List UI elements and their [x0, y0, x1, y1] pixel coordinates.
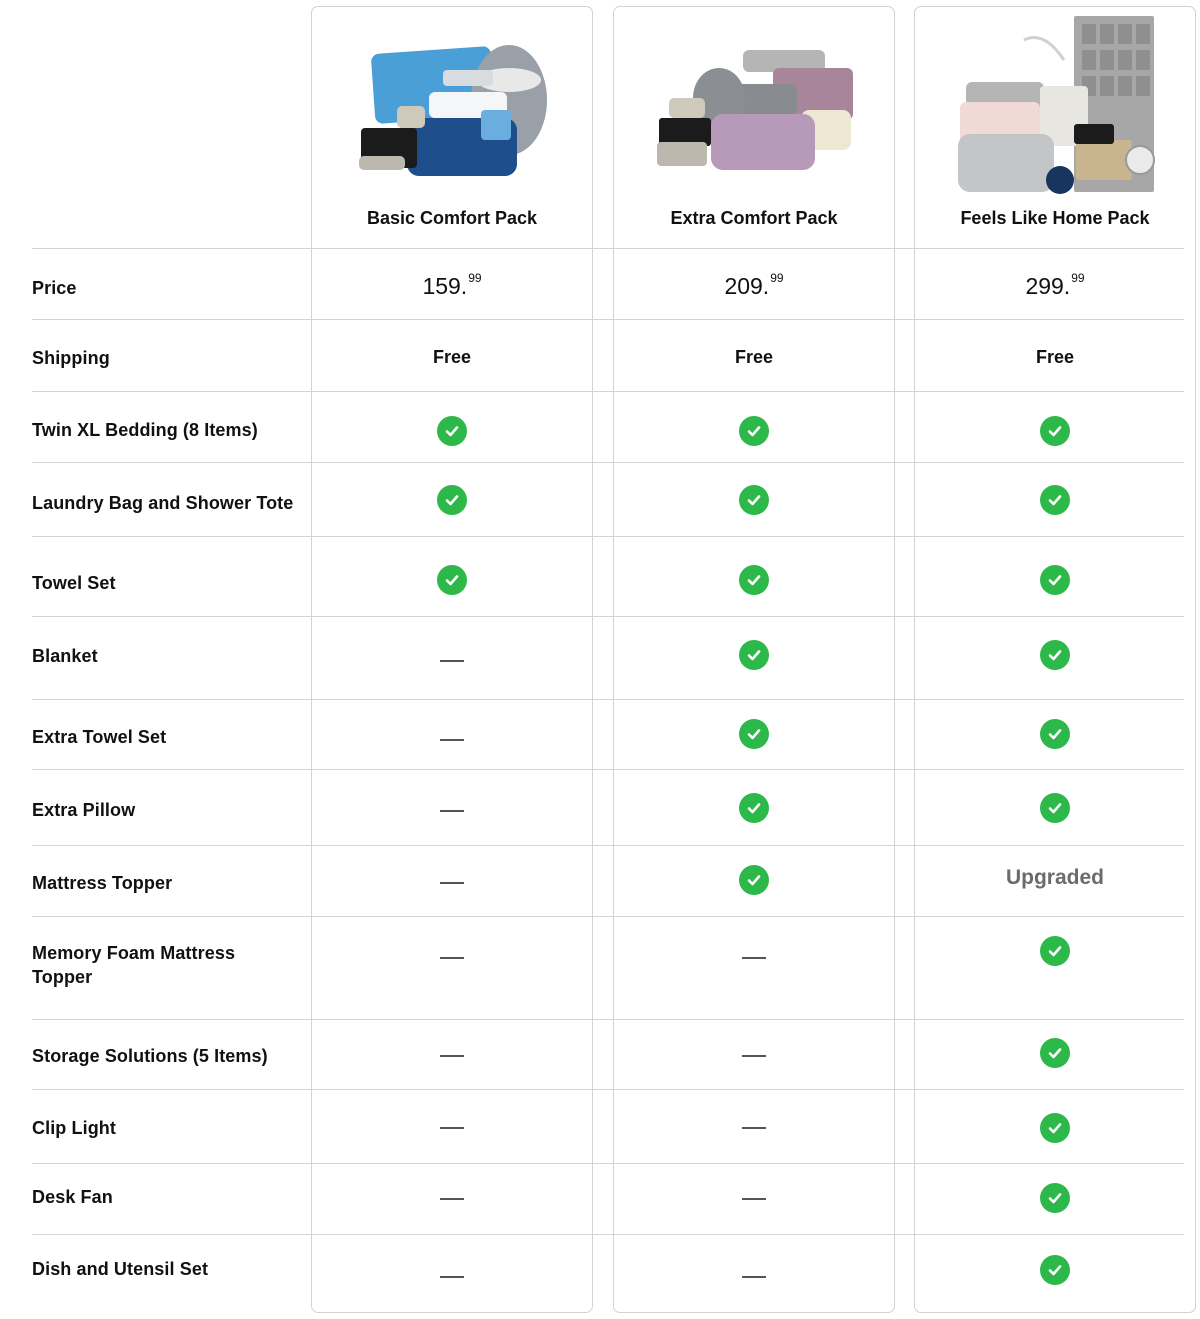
dash-icon [742, 1055, 766, 1057]
feature-cell [613, 719, 895, 749]
feature-cell [311, 646, 593, 676]
dash-icon [440, 882, 464, 884]
feature-cell [311, 725, 593, 755]
divider [32, 248, 1184, 249]
divider [32, 769, 1184, 770]
row-label-mattress-topper: Mattress Topper [32, 873, 173, 893]
row-label-blanket: Blanket [32, 646, 98, 666]
dash-icon [742, 957, 766, 959]
shipping-value: Free [734, 346, 774, 367]
row-label-clip-light: Clip Light [32, 1118, 116, 1138]
divider [32, 462, 1184, 463]
shipping-home [914, 342, 1196, 372]
feature-cell [613, 1041, 895, 1071]
dash-icon [742, 1127, 766, 1129]
dash-icon [440, 1127, 464, 1129]
shipping-value: Free [432, 346, 472, 367]
check-circle-icon [1040, 1038, 1070, 1068]
feature-cell [914, 416, 1196, 446]
dash-icon [742, 1276, 766, 1278]
price-extra [613, 268, 895, 304]
extra-pack-image [613, 10, 895, 200]
product-name-basic: Basic Comfort Pack [366, 208, 538, 228]
check-circle-icon [739, 865, 769, 895]
basic-pack-image [311, 10, 593, 200]
check-circle-icon [1040, 1113, 1070, 1143]
feature-cell [311, 565, 593, 595]
price-basic [311, 268, 593, 304]
feature-cell [914, 485, 1196, 515]
divider [32, 1163, 1184, 1164]
dash-icon [440, 739, 464, 741]
feature-cell [914, 936, 1196, 966]
feature-cell [613, 865, 895, 895]
row-label-memory-foam: Memory Foam Mattress Topper [32, 943, 236, 987]
feature-cell [613, 565, 895, 595]
shipping-basic [311, 342, 593, 372]
feature-cell [311, 485, 593, 515]
check-circle-icon [1040, 416, 1070, 446]
feature-cell [311, 1262, 593, 1292]
divider [32, 1234, 1184, 1235]
row-label-twin-xl: Twin XL Bedding (8 Items) [32, 420, 258, 440]
price-main: 209. [724, 272, 770, 299]
dash-icon [440, 957, 464, 959]
home-pack-image [914, 10, 1196, 200]
row-label-shipping: Shipping [32, 348, 110, 368]
check-circle-icon [1040, 565, 1070, 595]
divider [32, 699, 1184, 700]
shipping-extra [613, 342, 895, 372]
feature-cell [613, 640, 895, 670]
dash-icon [440, 810, 464, 812]
divider [32, 616, 1184, 617]
row-label-laundry: Laundry Bag and Shower Tote [32, 493, 294, 513]
row-label-dish-utensil: Dish and Utensil Set [32, 1259, 209, 1279]
check-circle-icon [437, 485, 467, 515]
feature-cell [311, 1041, 593, 1071]
check-circle-icon [739, 485, 769, 515]
check-circle-icon [1040, 936, 1070, 966]
feature-cell [613, 1262, 895, 1292]
divider [32, 1089, 1184, 1090]
dash-icon [742, 1198, 766, 1200]
check-circle-icon [739, 793, 769, 823]
feature-cell [613, 1184, 895, 1214]
divider [32, 845, 1184, 846]
row-label-storage: Storage Solutions (5 Items) [32, 1046, 268, 1066]
check-circle-icon [1040, 793, 1070, 823]
check-circle-icon [437, 565, 467, 595]
row-label-extra-pillow: Extra Pillow [32, 800, 136, 820]
feature-cell [613, 416, 895, 446]
price-cents: 99 [770, 270, 784, 285]
row-label-towel-set: Towel Set [32, 573, 116, 593]
row-label-desk-fan: Desk Fan [32, 1187, 113, 1207]
product-name-home: Feels Like Home Pack [960, 208, 1150, 228]
price-cents: 99 [468, 270, 482, 285]
feature-cell [311, 796, 593, 826]
divider [32, 916, 1184, 917]
price-main: 159. [422, 272, 468, 299]
check-circle-icon [1040, 640, 1070, 670]
check-circle-icon [437, 416, 467, 446]
feature-cell [613, 943, 895, 973]
row-label-price: Price [32, 278, 77, 298]
feature-cell [914, 640, 1196, 670]
product-name-extra: Extra Comfort Pack [670, 208, 838, 228]
row-label-extra-towel: Extra Towel Set [32, 727, 167, 747]
feature-cell [311, 416, 593, 446]
divider [32, 319, 1184, 320]
divider [32, 391, 1184, 392]
check-circle-icon [1040, 719, 1070, 749]
dash-icon [440, 660, 464, 662]
price-cents: 99 [1071, 270, 1085, 285]
check-circle-icon [1040, 1255, 1070, 1285]
feature-cell [311, 1184, 593, 1214]
check-circle-icon [1040, 485, 1070, 515]
feature-cell [311, 943, 593, 973]
divider [32, 536, 1184, 537]
check-circle-icon [739, 640, 769, 670]
feature-cell [311, 1113, 593, 1143]
check-circle-icon [739, 565, 769, 595]
feature-cell [914, 1038, 1196, 1068]
feature-cell [914, 1183, 1196, 1213]
feature-cell [613, 1113, 895, 1143]
check-circle-icon [1040, 1183, 1070, 1213]
feature-cell [914, 793, 1196, 823]
feature-cell [914, 565, 1196, 595]
feature-cell [311, 868, 593, 898]
upgraded-label: Upgraded [1005, 866, 1104, 889]
divider [32, 1019, 1184, 1020]
shipping-value: Free [1035, 346, 1075, 367]
feature-cell [613, 793, 895, 823]
feature-cell [613, 485, 895, 515]
price-main: 299. [1025, 272, 1071, 299]
feature-cell [914, 719, 1196, 749]
check-circle-icon [739, 416, 769, 446]
dash-icon [440, 1276, 464, 1278]
dash-icon [440, 1198, 464, 1200]
feature-cell [914, 1255, 1196, 1285]
feature-cell [914, 863, 1196, 893]
feature-cell [914, 1113, 1196, 1143]
price-home [914, 268, 1196, 304]
check-circle-icon [739, 719, 769, 749]
dash-icon [440, 1055, 464, 1057]
